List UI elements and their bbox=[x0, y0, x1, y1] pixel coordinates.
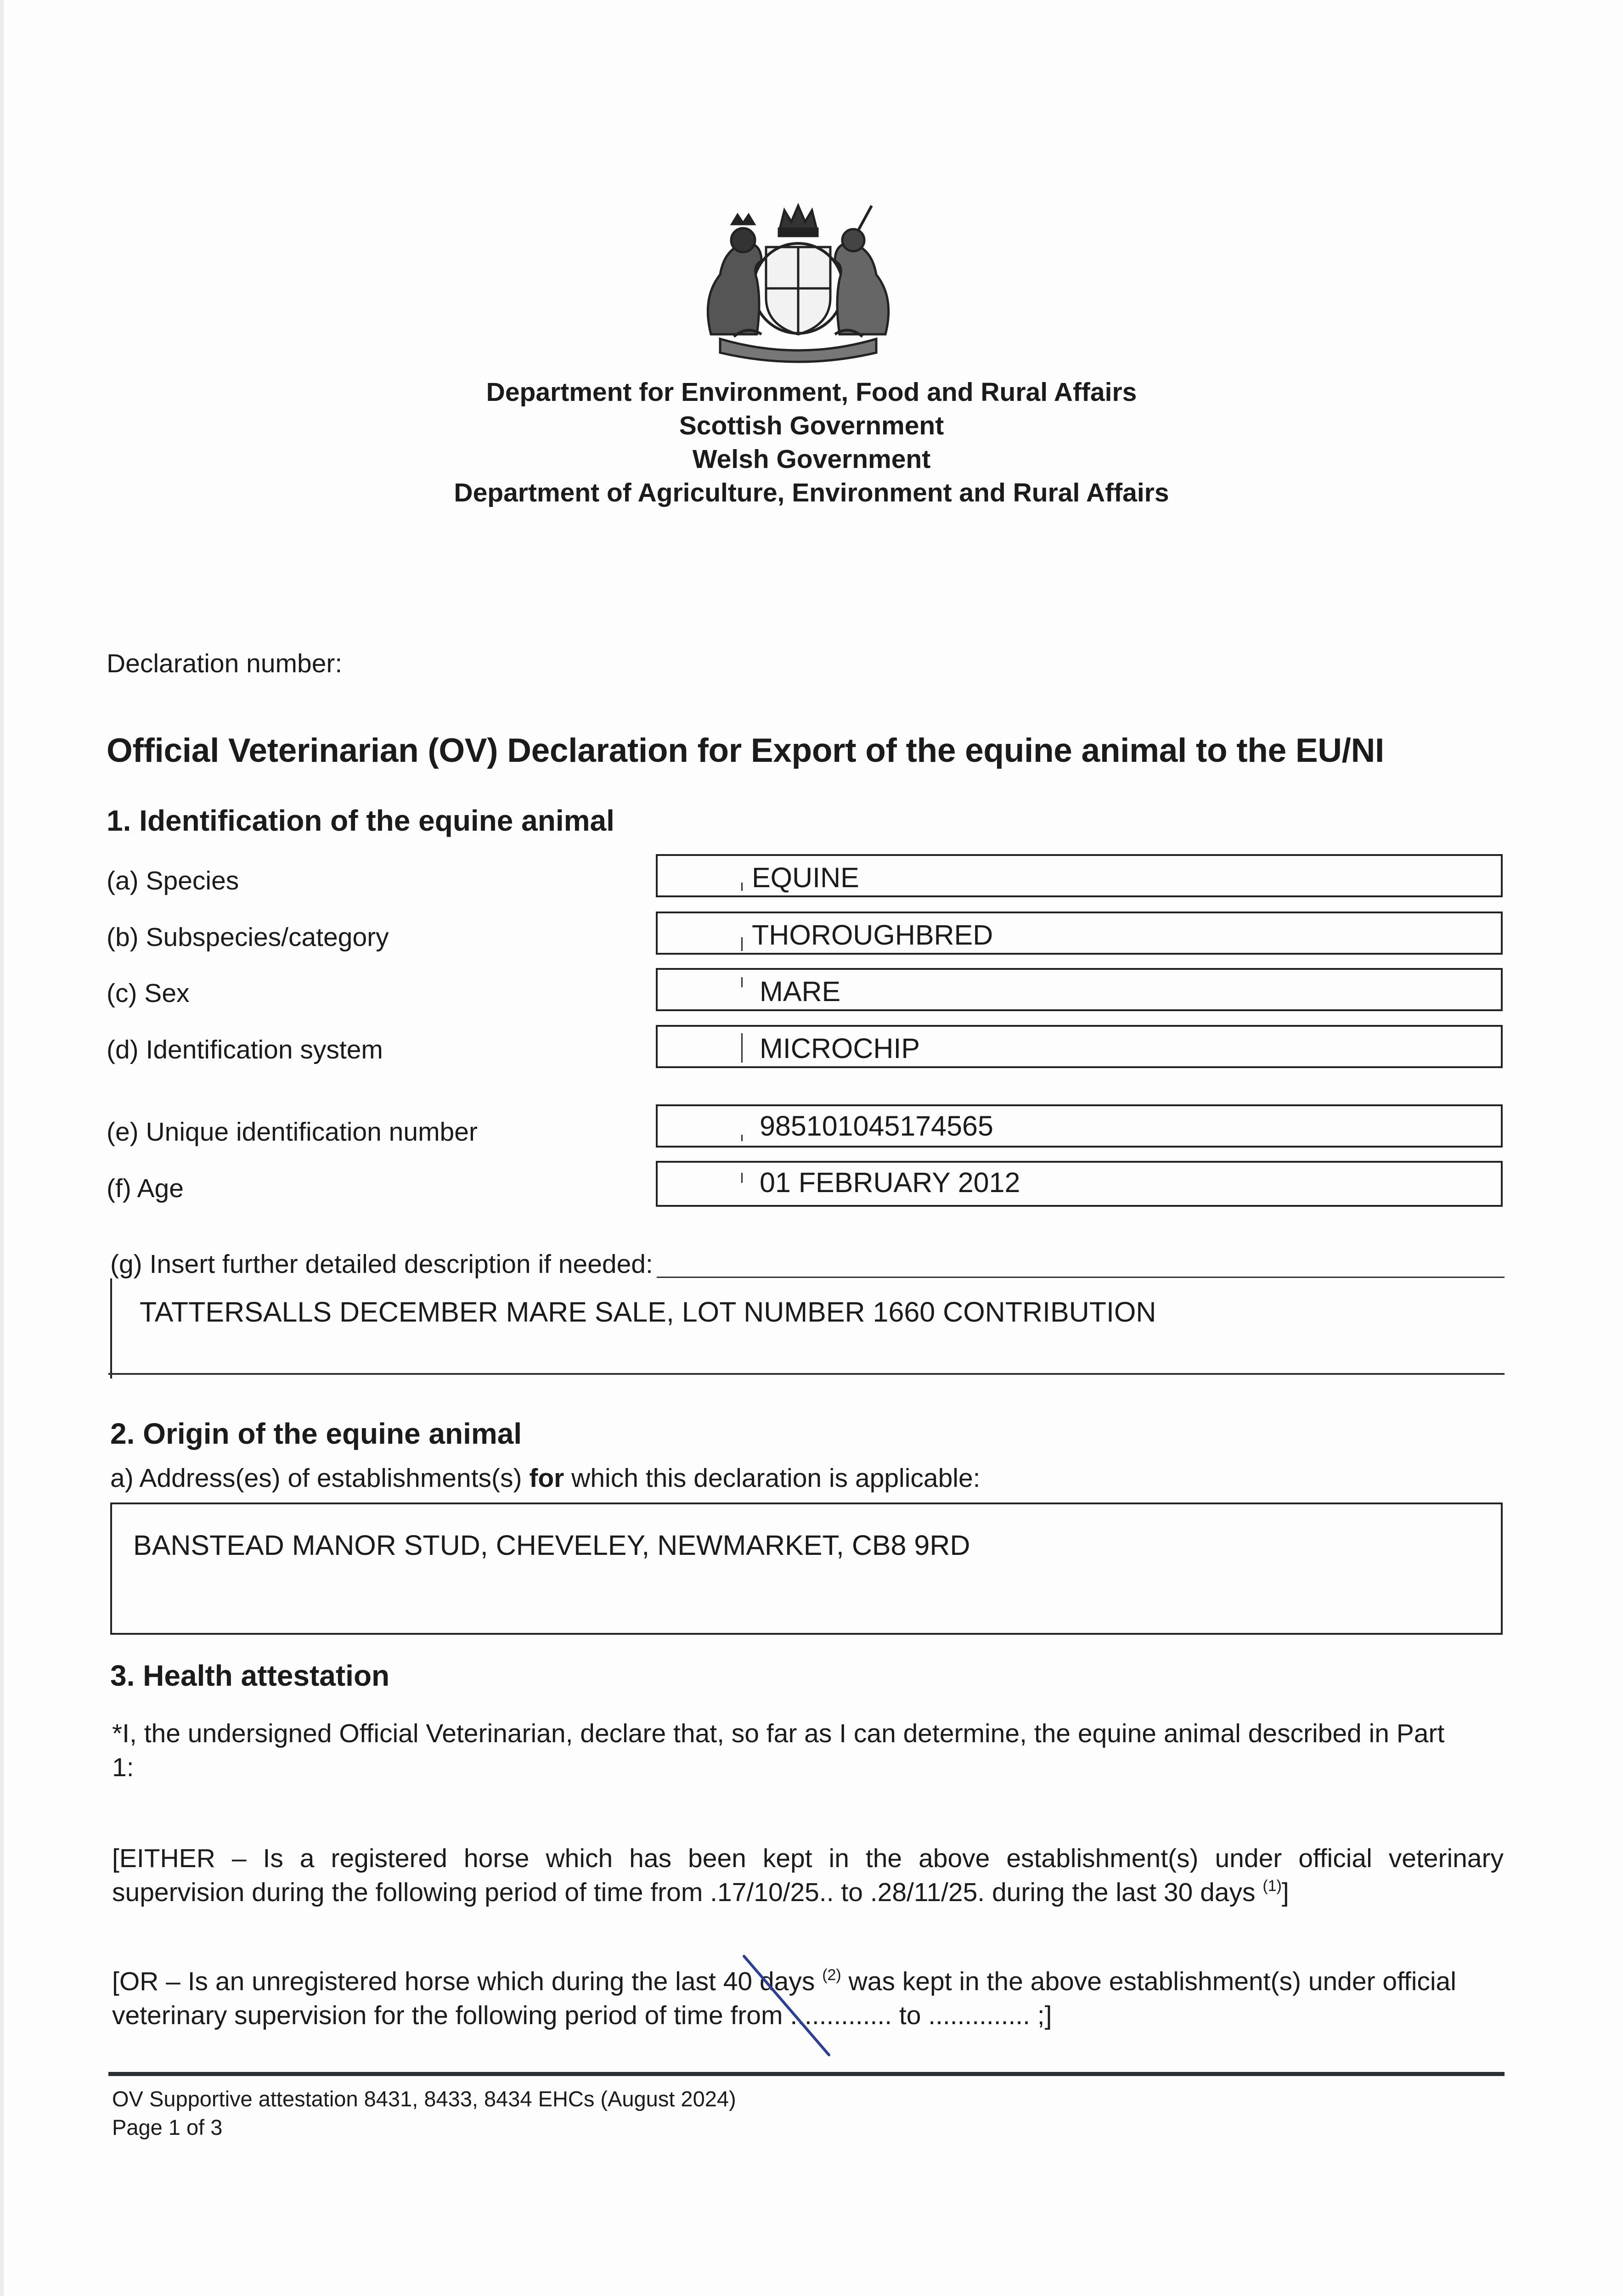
section2-subheading bbox=[110, 1463, 980, 1493]
scan-edge bbox=[0, 0, 4, 2296]
attestation-either bbox=[112, 1841, 1504, 1909]
attestation-intro-line1: *I, the undersigned Official Veterinarian, declare that, so far as I can determine, the equine animal described in Part bbox=[112, 1719, 1445, 1748]
section1-heading: 1. Identification of the equine animal bbox=[107, 804, 614, 837]
footnote-ref: (2) bbox=[822, 1966, 841, 1984]
identification-system-value: MICROCHIP bbox=[760, 1033, 920, 1064]
page-footer bbox=[112, 2085, 736, 2142]
species-value: EQUINE bbox=[752, 862, 859, 893]
subspecies-field[interactable] bbox=[656, 912, 1503, 955]
unique-id-field[interactable] bbox=[656, 1104, 1503, 1148]
sex-value: MARE bbox=[760, 976, 841, 1007]
species-field[interactable] bbox=[656, 854, 1503, 897]
subspecies-value: THOROUGHBRED bbox=[752, 919, 993, 951]
identification-system-field[interactable] bbox=[656, 1025, 1503, 1068]
page-title: Official Veterinarian (OV) Declaration for Export of the equine animal to the EU/NI bbox=[107, 732, 1385, 769]
divider bbox=[108, 1373, 1505, 1375]
identification-system-label: (d) Identification system bbox=[107, 1035, 383, 1064]
establishment-address-value: BANSTEAD MANOR STUD, CHEVELEY, NEWMARKET, CB8 9RD bbox=[133, 1530, 970, 1561]
either-text: . during the last 30 days bbox=[977, 1878, 1263, 1907]
subspecies-label: (b) Subspecies/category bbox=[107, 923, 389, 952]
sex-label: (c) Sex bbox=[107, 979, 190, 1008]
age-field[interactable] bbox=[656, 1161, 1503, 1207]
pen-strike-mark bbox=[735, 1952, 836, 2062]
field-tick-mark bbox=[741, 1173, 743, 1183]
field-tick-mark bbox=[741, 1135, 743, 1141]
or-text: [OR – Is an unregistered horse which during the last 40 days bbox=[112, 1967, 823, 1996]
royal-coat-of-arms-icon bbox=[693, 197, 904, 367]
field-tick-mark bbox=[741, 977, 743, 987]
page-number: Page 1 of 3 bbox=[112, 2115, 223, 2139]
footer-attestation-ref: OV Supportive attestation 8431, 8433, 8434 EHCs (August 2024) bbox=[112, 2087, 736, 2111]
footnote-ref: (1) bbox=[1262, 1877, 1282, 1895]
subheading-text: a) Address(es) of establishments(s) bbox=[110, 1463, 530, 1493]
footer-rule bbox=[108, 2072, 1505, 2076]
field-tick-mark bbox=[741, 1033, 743, 1063]
further-description-value: TATTERSALLS DECEMBER MARE SALE, LOT NUMBER 1660 CONTRIBUTION bbox=[140, 1296, 1156, 1328]
subheading-text: which this declaration is applicable: bbox=[564, 1463, 981, 1493]
species-label: (a) Species bbox=[107, 866, 239, 895]
establishment-address-field[interactable] bbox=[110, 1503, 1503, 1635]
age-value: 01 FEBRUARY 2012 bbox=[760, 1167, 1020, 1198]
or-line2: veterinary supervision for the following period of time from .............. to .............. ;] bbox=[112, 2001, 1052, 2030]
either-text: ] bbox=[1281, 1878, 1289, 1907]
declaration-number-label: Declaration number: bbox=[107, 649, 343, 678]
department-defra: Department for Environment, Food and Rural Affairs bbox=[486, 377, 1137, 407]
further-description-label: (g) Insert further detailed description if needed: bbox=[110, 1249, 653, 1279]
department-daera: Department of Agriculture, Environment and Rural Affairs bbox=[454, 478, 1169, 507]
date-from-handwritten: 17/10/25 bbox=[717, 1878, 819, 1907]
either-line1: [EITHER – Is a registered horse which has been kept in the above establishment(s) under official veterinary bbox=[112, 1844, 1504, 1873]
section2-heading: 2. Origin of the equine animal bbox=[110, 1417, 522, 1450]
either-text: .. to . bbox=[819, 1878, 878, 1907]
attestation-intro bbox=[112, 1716, 1504, 1784]
or-text: was kept in the above establishment(s) under official bbox=[841, 1967, 1456, 1996]
field-tick-mark bbox=[741, 883, 743, 891]
either-text: supervision during the following period of time from . bbox=[112, 1878, 717, 1907]
further-description-field[interactable] bbox=[110, 1278, 1503, 1379]
either-line2 bbox=[112, 1875, 1504, 1909]
section3-heading: 3. Health attestation bbox=[110, 1659, 390, 1692]
unique-id-value: 985101045174565 bbox=[760, 1110, 993, 1142]
field-tick-mark bbox=[741, 937, 743, 951]
age-label: (f) Age bbox=[107, 1174, 184, 1203]
attestation-intro-line2: 1: bbox=[112, 1753, 134, 1782]
government-departments-header bbox=[321, 376, 1302, 510]
unique-id-label: (e) Unique identification number bbox=[107, 1117, 478, 1147]
department-welsh-government: Welsh Government bbox=[692, 445, 931, 474]
department-scottish-government: Scottish Government bbox=[679, 411, 944, 440]
date-to-handwritten: 28/11/25 bbox=[877, 1878, 978, 1907]
sex-field[interactable] bbox=[656, 968, 1503, 1011]
label-underline bbox=[657, 1277, 1505, 1278]
subheading-bold-text: for bbox=[529, 1463, 564, 1493]
